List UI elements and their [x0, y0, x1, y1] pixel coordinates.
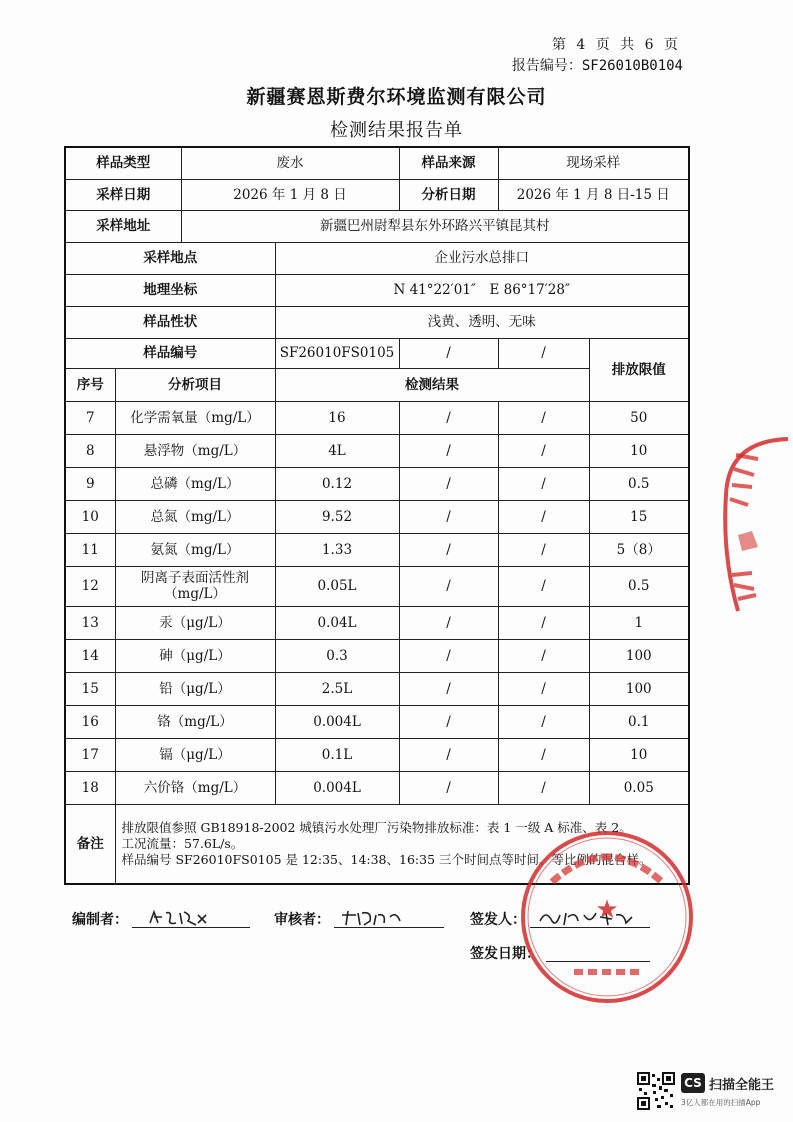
row-item: 汞（μg/L）: [115, 606, 275, 639]
row-seq: 12: [65, 566, 115, 606]
svg-text:★: ★: [595, 895, 619, 925]
compiler-signature-line: [132, 907, 250, 928]
item-header: 分析项目: [115, 368, 275, 401]
sample-nature-value: 浅黄、透明、无味: [275, 306, 689, 338]
row-result-2: /: [399, 606, 498, 639]
row-item: 镉（μg/L）: [115, 738, 275, 771]
sample-type-value: 废水: [181, 147, 399, 179]
reviewer-signature: [334, 907, 444, 929]
row-result-3: /: [498, 738, 589, 771]
row-result-1: 0.04L: [275, 606, 399, 639]
result-row: [65, 705, 689, 738]
report-number: 报告编号：SF26010B0104: [511, 58, 683, 74]
row-limit: 0.5: [589, 467, 689, 500]
coordinate-label: 地理坐标: [65, 274, 275, 306]
sample-source-value: 现场采样: [498, 147, 689, 179]
row-result-2: /: [399, 639, 498, 672]
result-row: [65, 401, 689, 434]
reviewer-label: 审核者：: [274, 912, 330, 928]
row-result-2: /: [399, 705, 498, 738]
result-header: 检测结果: [275, 368, 589, 401]
sampling-site-value: 企业污水总排口: [275, 242, 689, 274]
result-row: [65, 639, 689, 672]
row-result-3: /: [498, 705, 589, 738]
row-item: 总氮（mg/L）: [115, 500, 275, 533]
row-limit: 50: [589, 401, 689, 434]
sampling-address-label: 采样地址: [65, 210, 181, 242]
row-item: 氨氮（mg/L）: [115, 533, 275, 566]
row-seq: 9: [65, 467, 115, 500]
row-item: 铅（μg/L）: [115, 672, 275, 705]
row-result-3: /: [498, 401, 589, 434]
row-result-1: 0.1L: [275, 738, 399, 771]
row-result-3: /: [498, 639, 589, 672]
row-result-1: 0.3: [275, 639, 399, 672]
row-limit: 10: [589, 434, 689, 467]
row-item: 六价铬（mg/L）: [115, 771, 275, 804]
row-result-3: /: [498, 771, 589, 804]
sample-nature-label: 样品性状: [65, 306, 275, 338]
date-row: [65, 179, 689, 210]
sample-source-label: 样品来源: [399, 147, 498, 179]
result-row: [65, 771, 689, 804]
results-table: [64, 146, 690, 885]
sample-id-col2: /: [399, 338, 498, 368]
issuer-label: 签发人：: [470, 912, 526, 928]
seq-header: 序号: [65, 368, 115, 401]
note-line-1: 排放限值参照 GB18918-2002 城镇污水处理厂污染物排放标准：表 1 一级 A 标准、表 2。: [121, 819, 632, 835]
compiler-signature: [132, 907, 250, 929]
row-limit: 0.1: [589, 705, 689, 738]
notes-label: 备注: [65, 804, 115, 884]
result-row: [65, 672, 689, 705]
row-item: 总磷（mg/L）: [115, 467, 275, 500]
row-seq: 18: [65, 771, 115, 804]
row-result-1: 0.05L: [275, 566, 399, 606]
data-rows: [65, 401, 689, 804]
camscanner-logo-icon: CS: [681, 1073, 705, 1093]
row-result-3: /: [498, 672, 589, 705]
row-result-1: 1.33: [275, 533, 399, 566]
row-result-2: /: [399, 401, 498, 434]
result-row: [65, 434, 689, 467]
sample-id-row: [65, 338, 689, 368]
row-result-2: /: [399, 533, 498, 566]
row-seq: 13: [65, 606, 115, 639]
row-limit: 5（8）: [589, 533, 689, 566]
coordinate-value: N 41°22′01″ E 86°17′28″: [275, 274, 689, 306]
compiler-label: 编制者：: [72, 912, 128, 928]
row-seq: 15: [65, 672, 115, 705]
reviewer-signature-line: [334, 907, 444, 928]
sample-id-label: 样品编号: [65, 338, 275, 368]
row-limit: 100: [589, 639, 689, 672]
row-result-3: /: [498, 533, 589, 566]
row-result-3: /: [498, 500, 589, 533]
result-row: [65, 738, 689, 771]
row-result-2: /: [399, 738, 498, 771]
limit-header: 排放限值: [589, 338, 689, 401]
sampling-site-label: 采样地点: [65, 242, 275, 274]
row-item: 化学需氧量（mg/L）: [115, 401, 275, 434]
result-row: [65, 606, 689, 639]
row-result-1: 9.52: [275, 500, 399, 533]
row-item: 悬浮物（mg/L）: [115, 434, 275, 467]
row-result-2: /: [399, 672, 498, 705]
row-limit: 0.05: [589, 771, 689, 804]
result-row: [65, 467, 689, 500]
address-row: [65, 210, 689, 242]
row-result-2: /: [399, 771, 498, 804]
row-limit: 15: [589, 500, 689, 533]
row-seq: 17: [65, 738, 115, 771]
sample-type-label: 样品类型: [65, 147, 181, 179]
sample-id-col3: /: [498, 338, 589, 368]
row-item: 阴离子表面活性剂（mg/L）: [115, 566, 275, 606]
result-row: [65, 533, 689, 566]
row-result-1: 16: [275, 401, 399, 434]
row-item: 铬（mg/L）: [115, 705, 275, 738]
row-seq: 10: [65, 500, 115, 533]
result-row: [65, 566, 689, 606]
row-seq: 7: [65, 401, 115, 434]
row-limit: 0.5: [589, 566, 689, 606]
sampling-address-value: 新疆巴州尉犁县东外环路兴平镇昆其村: [181, 210, 689, 242]
row-seq: 16: [65, 705, 115, 738]
official-stamp: [512, 822, 702, 1012]
nature-row: [65, 306, 689, 338]
camscanner-name: 扫描全能王: [709, 1078, 775, 1093]
row-result-3: /: [498, 434, 589, 467]
analysis-date-value: 2026 年 1 月 8 日-15 日: [498, 179, 689, 210]
note-line-2: 工况流量：57.6L/s。: [121, 835, 244, 851]
row-result-3: /: [498, 566, 589, 606]
site-row: [65, 242, 689, 274]
row-result-2: /: [399, 434, 498, 467]
row-seq: 8: [65, 434, 115, 467]
row-item: 砷（μg/L）: [115, 639, 275, 672]
row-seq: 14: [65, 639, 115, 672]
row-result-1: 4L: [275, 434, 399, 467]
row-result-1: 0.12: [275, 467, 399, 500]
row-limit: 1: [589, 606, 689, 639]
row-result-1: 2.5L: [275, 672, 399, 705]
sampling-date-label: 采样日期: [65, 179, 181, 210]
sample-type-row: [65, 147, 689, 179]
row-result-3: /: [498, 467, 589, 500]
row-result-1: 0.004L: [275, 705, 399, 738]
camscanner-tagline: 3亿人都在用的扫描App: [681, 1098, 761, 1107]
row-result-2: /: [399, 500, 498, 533]
row-result-3: /: [498, 606, 589, 639]
analysis-date-label: 分析日期: [399, 179, 498, 210]
qr-code: [637, 1072, 675, 1110]
row-result-1: 0.004L: [275, 771, 399, 804]
row-limit: 10: [589, 738, 689, 771]
sampling-date-value: 2026 年 1 月 8 日: [181, 179, 399, 210]
company-name: 新疆赛恩斯费尔环境监测有限公司: [246, 86, 547, 108]
row-seq: 11: [65, 533, 115, 566]
coordinate-row: [65, 274, 689, 306]
sample-id-value: SF26010FS0105: [275, 338, 399, 368]
row-result-2: /: [399, 467, 498, 500]
result-row: [65, 500, 689, 533]
side-stamp: [718, 435, 793, 620]
row-limit: 100: [589, 672, 689, 705]
note-line-3: 样品编号 SF26010FS0105 是 12:35、14:38、16:35 三个时间点等时间、等比例的混合样。: [121, 851, 652, 867]
page-number: 第 4 页 共 6 页: [551, 37, 681, 53]
row-result-2: /: [399, 566, 498, 606]
report-title: 检测结果报告单: [330, 120, 463, 141]
issue-date-label: 签发日期：: [470, 946, 540, 962]
